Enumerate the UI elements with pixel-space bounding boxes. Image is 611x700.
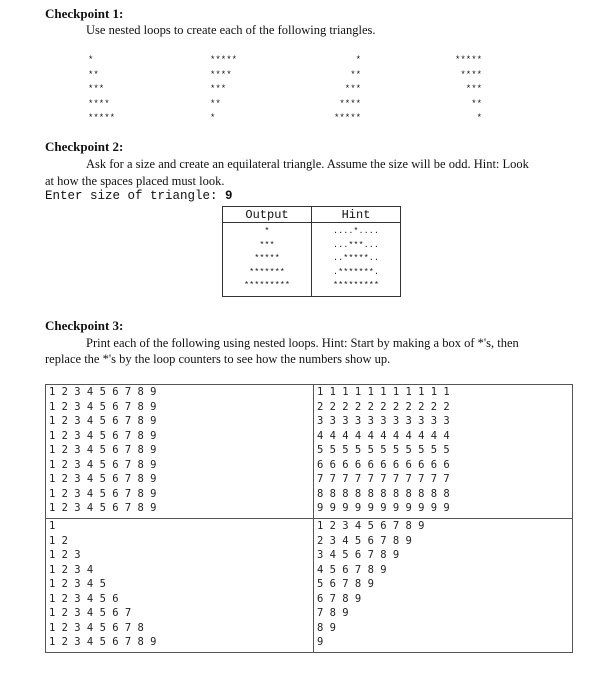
triangle-row: ***** [88, 113, 116, 123]
pattern-row: 6 7 8 9 [317, 592, 362, 605]
triangle-row: * [334, 55, 362, 65]
pattern-row: 2 2 2 2 2 2 2 2 2 2 2 [317, 400, 450, 413]
output-row: * [244, 226, 290, 236]
triangle-row: ** [455, 98, 483, 109]
pattern-row: 8 9 [317, 621, 336, 634]
pattern-row: 1 2 3 4 5 6 7 8 9 [49, 636, 157, 648]
checkpoint1-instruction: Use nested loops to create each of the following triangles. [86, 23, 376, 37]
pattern-row: 1 2 3 4 5 6 [49, 592, 119, 605]
pattern-row: 9 [317, 636, 324, 648]
pattern-row: 1 2 3 4 5 [49, 578, 106, 590]
pattern-row: 8 8 8 8 8 8 8 8 8 8 8 [317, 487, 450, 500]
pattern-row: 3 4 5 6 7 8 9 [317, 549, 400, 561]
pattern-row: 3 3 3 3 3 3 3 3 3 3 3 [317, 415, 450, 427]
triangle-row: **** [210, 69, 232, 80]
output-row: ********* [244, 280, 290, 290]
pattern-row: 1 2 3 4 [49, 563, 94, 576]
pattern-row: 1 2 3 4 5 6 7 8 9 [49, 487, 157, 500]
pattern-row: 4 5 6 7 8 9 [317, 563, 387, 576]
triangle-row: *** [334, 84, 362, 94]
checkpoint2-instruction-line2: at how the spaces placed must look. [45, 174, 225, 188]
pattern-row: 1 2 3 4 5 6 7 8 9 [49, 473, 157, 485]
pattern-row: 1 2 3 4 5 6 7 8 9 [49, 502, 157, 514]
triangle-row: * [455, 113, 483, 123]
pattern-repeated-digits [317, 385, 572, 516]
triangle-row: ***** [334, 113, 362, 123]
size-prompt-label: Enter size of triangle: [45, 189, 226, 203]
output-triangle [223, 223, 312, 297]
triangle-left-aligned-increasing [88, 53, 115, 126]
triangle-row: ** [334, 69, 362, 80]
pattern-row: 2 3 4 5 6 7 8 9 [317, 534, 412, 547]
output-header: Output [223, 207, 312, 223]
pattern-row: 1 2 3 4 5 6 7 8 9 [49, 444, 157, 456]
pattern-row: 1 2 3 4 5 6 7 8 [49, 621, 144, 634]
pattern-row: 4 4 4 4 4 4 4 4 4 4 4 [317, 429, 450, 442]
triangle-row: **** [88, 98, 110, 109]
pattern-shifting-rows [317, 519, 572, 650]
checkpoint3-heading: Checkpoint 3: [45, 318, 124, 333]
triangle-row: ***** [455, 55, 483, 65]
hint-row: ********* [333, 280, 379, 290]
pattern-row: 1 2 3 4 5 6 7 8 9 [317, 520, 425, 532]
pattern-row: 5 5 5 5 5 5 5 5 5 5 5 [317, 444, 450, 456]
pattern-row: 1 2 3 [49, 549, 81, 561]
pattern-row: 1 2 3 4 5 6 7 8 9 [49, 429, 157, 442]
pattern-row: 7 7 7 7 7 7 7 7 7 7 7 [317, 473, 450, 485]
hint-row: ....*.... [333, 226, 379, 236]
pattern-row: 1 2 3 4 5 6 7 8 9 [49, 400, 157, 413]
pattern-row: 1 2 3 4 5 6 7 8 9 [49, 458, 157, 471]
triangle-right-aligned-increasing [334, 53, 361, 126]
hint-row: .*******. [333, 266, 379, 277]
pattern-row: 1 2 3 4 5 6 7 8 9 [49, 415, 157, 427]
hint-row: ..*****.. [333, 253, 379, 263]
triangle-row: **** [334, 98, 362, 109]
number-patterns-table [45, 384, 573, 653]
triangle-row: *** [88, 84, 105, 94]
output-row: *** [244, 239, 290, 250]
pattern-row: 7 8 9 [317, 607, 349, 619]
triangle-right-aligned-decreasing [455, 53, 482, 126]
checkpoint1-heading: Checkpoint 1: [45, 6, 124, 21]
triangle-row: ** [88, 69, 99, 80]
pattern-row: 1 2 [49, 534, 68, 547]
checkpoint2-instruction-line1: Ask for a size and create an equilateral triangle. Assume the size will be odd. Hint: Look [86, 157, 529, 171]
checkpoint3-instruction-line1: Print each of the following using nested loops. Hint: Start by making a box of *'s, then [86, 336, 519, 350]
pattern-growing-rows [49, 519, 313, 650]
triangle-row: ***** [210, 55, 238, 65]
pattern-row: 9 9 9 9 9 9 9 9 9 9 9 [317, 502, 450, 514]
pattern-rows-1-to-9 [49, 385, 313, 516]
checkpoint2-heading: Checkpoint 2: [45, 139, 124, 154]
checkpoint3-instruction-line2: replace the *'s by the loop counters to see how the numbers show up. [45, 352, 391, 366]
pattern-row: 1 1 1 1 1 1 1 1 1 1 1 [317, 386, 450, 398]
size-prompt [45, 189, 233, 203]
pattern-row: 1 2 3 4 5 6 7 [49, 607, 132, 619]
output-hint-table [222, 206, 401, 297]
triangle-row: * [210, 113, 216, 123]
hint-triangle [312, 223, 401, 297]
hint-row: ...***... [333, 239, 379, 250]
pattern-row: 1 2 3 4 5 6 7 8 9 [49, 386, 157, 398]
hint-header: Hint [312, 207, 401, 223]
output-row: ***** [244, 253, 290, 263]
triangle-row: ** [210, 98, 221, 109]
triangle-row: *** [455, 84, 483, 94]
triangle-row: *** [210, 84, 227, 94]
pattern-row: 6 6 6 6 6 6 6 6 6 6 6 [317, 458, 450, 471]
pattern-row: 5 6 7 8 9 [317, 578, 374, 590]
size-prompt-value: 9 [225, 189, 233, 203]
pattern-row: 1 [49, 520, 56, 532]
triangle-left-aligned-decreasing [210, 53, 237, 126]
triangle-row: * [88, 55, 94, 65]
triangle-row: **** [455, 69, 483, 80]
output-row: ******* [244, 266, 290, 277]
